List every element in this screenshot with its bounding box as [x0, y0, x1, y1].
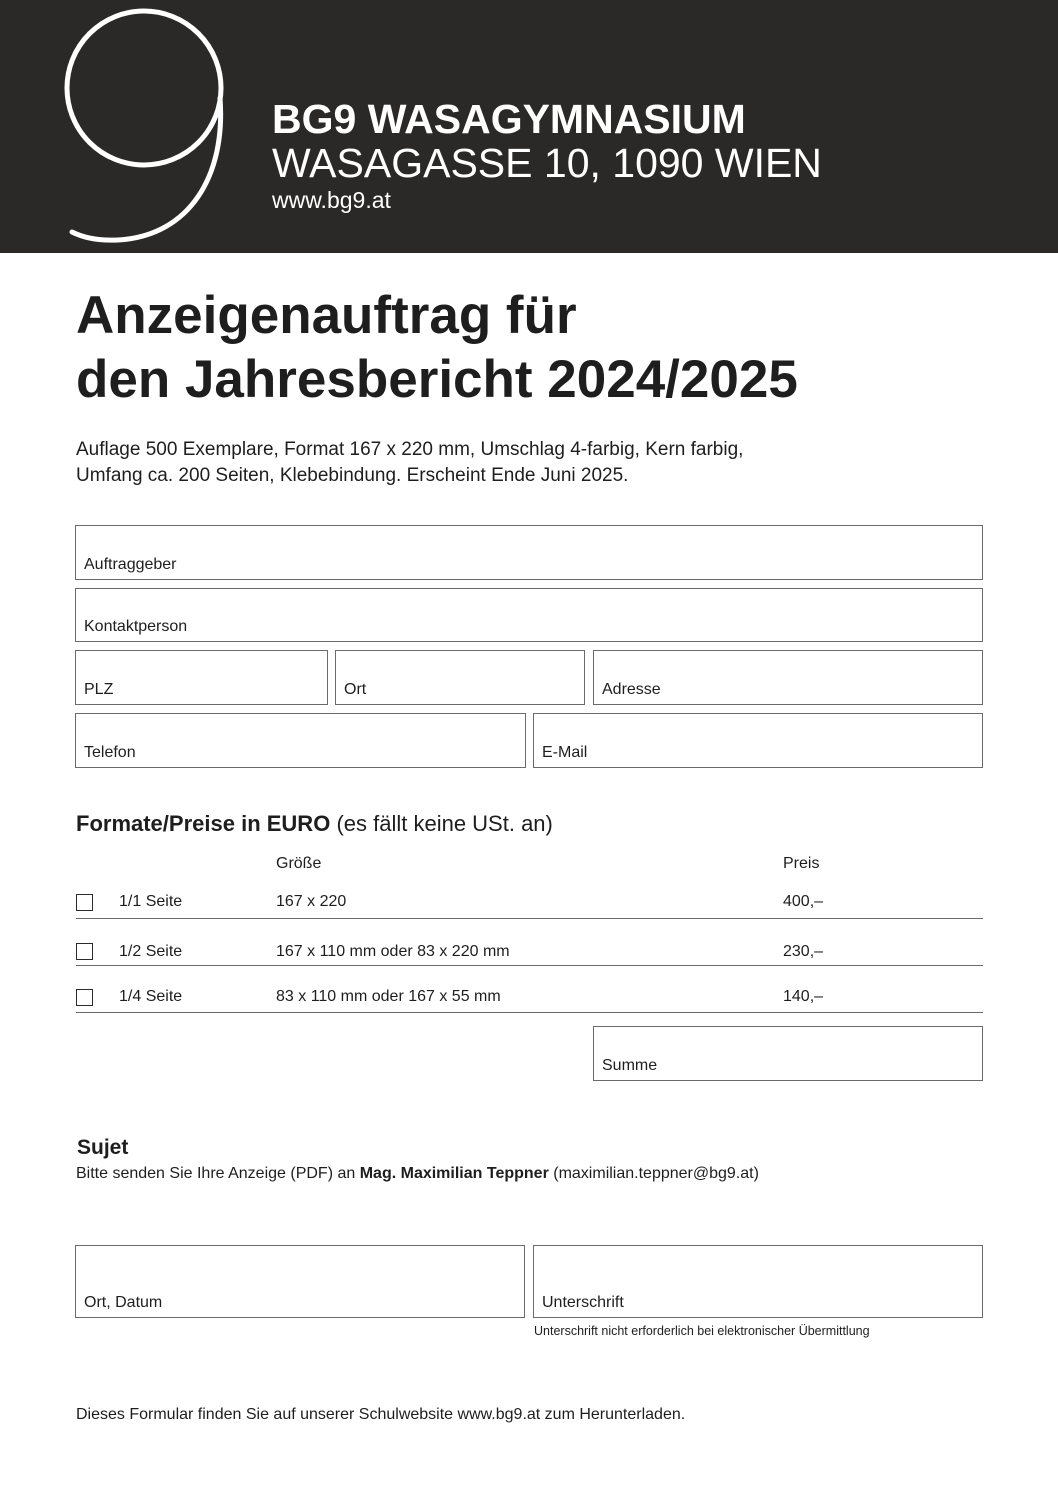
telefon-label: Telefon	[84, 744, 136, 761]
title-line-2: den Jahresbericht 2024/2025	[76, 350, 798, 409]
format-name: 1/2 Seite	[119, 943, 183, 960]
format-size: 83 x 110 mm oder 167 x 55 mm	[276, 988, 501, 1005]
format-name: 1/1 Seite	[119, 893, 183, 910]
format-price: 230,–	[783, 943, 824, 960]
summe-field[interactable]	[593, 1026, 983, 1081]
checkbox-half-page[interactable]	[76, 943, 93, 960]
intro-line-1: Auflage 500 Exemplare, Format 167 x 220 mm, Umschlag 4-farbig, Kern farbig,	[76, 439, 744, 460]
row-divider	[76, 1012, 983, 1013]
sujet-text-before: Bitte senden Sie Ihre Anzeige (PDF) an	[76, 1165, 356, 1182]
school-address: WASAGASSE 10, 1090 WIEN	[272, 140, 822, 186]
ort-label: Ort	[344, 681, 367, 698]
summe-label: Summe	[602, 1057, 658, 1074]
plz-label: PLZ	[84, 681, 114, 698]
kontaktperson-field[interactable]	[75, 588, 983, 642]
intro-text	[76, 437, 996, 489]
school-name: BG9 WASAGYMNASIUM	[272, 96, 746, 142]
page-title	[76, 284, 798, 412]
pricing-heading	[76, 811, 553, 837]
title-line-1: Anzeigenauftrag für	[76, 286, 577, 345]
signature-label: Unterschrift	[542, 1294, 624, 1311]
adresse-field[interactable]	[593, 650, 983, 705]
school-website-link[interactable]: www.bg9.at	[272, 187, 391, 213]
kontaktperson-label: Kontaktperson	[84, 618, 188, 635]
price-row[interactable]	[76, 873, 983, 919]
price-row[interactable]	[76, 920, 983, 966]
format-size: 167 x 110 mm oder 83 x 220 mm	[276, 943, 510, 960]
format-size: 167 x 220	[276, 893, 347, 910]
footer-text: Dieses Formular finden Sie auf unserer Schulwebsite www.bg9.at zum Herunterladen.	[76, 1406, 686, 1423]
telefon-field[interactable]	[75, 713, 526, 768]
format-name: 1/4 Seite	[119, 988, 183, 1005]
ort-field[interactable]	[335, 650, 585, 705]
signature-note: Unterschrift nicht erforderlich bei elektronischer Übermittlung	[534, 1324, 870, 1338]
price-row[interactable]	[76, 967, 983, 1013]
column-header-size: Größe	[276, 855, 322, 872]
place-date-label: Ort, Datum	[84, 1294, 163, 1311]
email-field[interactable]	[533, 713, 983, 768]
email-label: E-Mail	[542, 744, 588, 761]
format-price: 400,–	[783, 893, 824, 910]
plz-field[interactable]	[75, 650, 328, 705]
auftraggeber-field[interactable]	[75, 525, 983, 580]
place-date-field[interactable]	[75, 1245, 525, 1318]
format-price: 140,–	[783, 988, 824, 1005]
sujet-heading: Sujet	[77, 1136, 129, 1159]
auftraggeber-label: Auftraggeber	[84, 556, 177, 573]
adresse-label: Adresse	[602, 681, 661, 698]
intro-line-2: Umfang ca. 200 Seiten, Klebebindung. Erscheint Ende Juni 2025.	[76, 465, 629, 486]
row-divider	[76, 965, 983, 966]
pricing-heading-bold: Formate/Preise in EURO	[76, 811, 331, 836]
pricing-heading-note: (es fällt keine USt. an)	[336, 811, 553, 836]
sujet-instructions	[76, 1165, 759, 1183]
checkbox-full-page[interactable]	[76, 894, 93, 911]
nine-numeral-logo-icon	[0, 0, 260, 253]
school-header	[0, 0, 1058, 253]
sujet-contact-name: Mag. Maximilian Teppner	[359, 1165, 549, 1182]
signature-field[interactable]	[533, 1245, 983, 1318]
column-header-price: Preis	[783, 855, 820, 872]
sujet-contact-email[interactable]: (maximilian.teppner@bg9.at)	[553, 1165, 759, 1182]
row-divider	[76, 918, 983, 919]
checkbox-quarter-page[interactable]	[76, 989, 93, 1006]
